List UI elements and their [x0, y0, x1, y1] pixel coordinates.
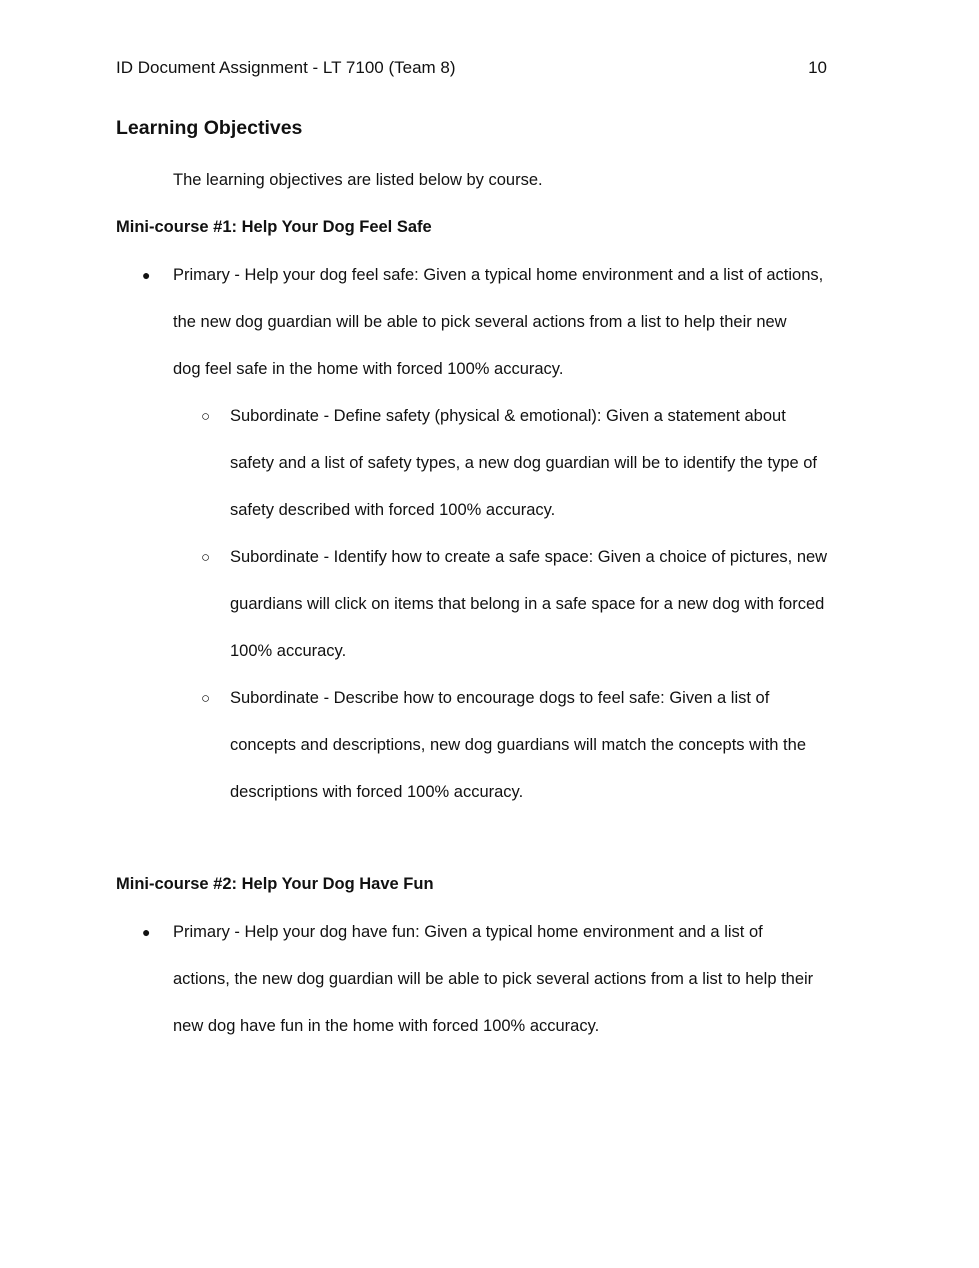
- course2-primary-objective: [173, 909, 873, 1050]
- circle-bullet-icon: ○: [201, 408, 211, 425]
- text-line: new dog have fun in the home with forced 100% accuracy.: [173, 1017, 600, 1035]
- course1-sub-objective-2: [230, 534, 875, 675]
- intro-paragraph: The learning objectives are listed below by course.: [173, 171, 543, 189]
- bullet-icon: ●: [142, 267, 151, 283]
- circle-bullet-icon: ○: [201, 549, 211, 566]
- header-title: ID Document Assignment - LT 7100 (Team 8): [116, 58, 456, 77]
- course1-sub-objective-3: [230, 675, 875, 816]
- text-line: the new dog guardian will be able to pick several actions from a list to help their new: [173, 313, 787, 331]
- section-heading: Learning Objectives: [116, 117, 303, 139]
- course1-title: Mini-course #1: Help Your Dog Feel Safe: [116, 218, 432, 236]
- course2-title: Mini-course #2: Help Your Dog Have Fun: [116, 875, 434, 893]
- text-line: dog feel safe in the home with forced 100% accuracy.: [173, 360, 564, 378]
- page-header: [116, 58, 827, 78]
- text-line: Subordinate - Describe how to encourage dogs to feel safe: Given a list of: [230, 689, 770, 707]
- course1-primary-objective: [173, 252, 873, 393]
- course1-sub-objective-1: [230, 393, 875, 534]
- text-line: actions, the new dog guardian will be able to pick several actions from a list to help their: [173, 970, 814, 988]
- text-line: Subordinate - Define safety (physical & emotional): Given a statement about: [230, 407, 786, 425]
- text-line: safety described with forced 100% accuracy.: [230, 501, 556, 519]
- text-line: 100% accuracy.: [230, 642, 347, 660]
- text-line: Primary - Help your dog feel safe: Given a typical home environment and a list of actions,: [173, 266, 824, 284]
- text-line: concepts and descriptions, new dog guardians will match the concepts with the: [230, 736, 806, 754]
- text-line: Primary - Help your dog have fun: Given a typical home environment and a list of: [173, 923, 763, 941]
- text-line: guardians will click on items that belong in a safe space for a new dog with forced: [230, 595, 825, 613]
- bullet-icon: ●: [142, 924, 151, 940]
- circle-bullet-icon: ○: [201, 690, 211, 707]
- text-line: descriptions with forced 100% accuracy.: [230, 783, 524, 801]
- text-line: Subordinate - Identify how to create a safe space: Given a choice of pictures, new: [230, 548, 828, 566]
- text-line: safety and a list of safety types, a new dog guardian will be to identify the type of: [230, 454, 818, 472]
- page-number: 10: [808, 58, 827, 77]
